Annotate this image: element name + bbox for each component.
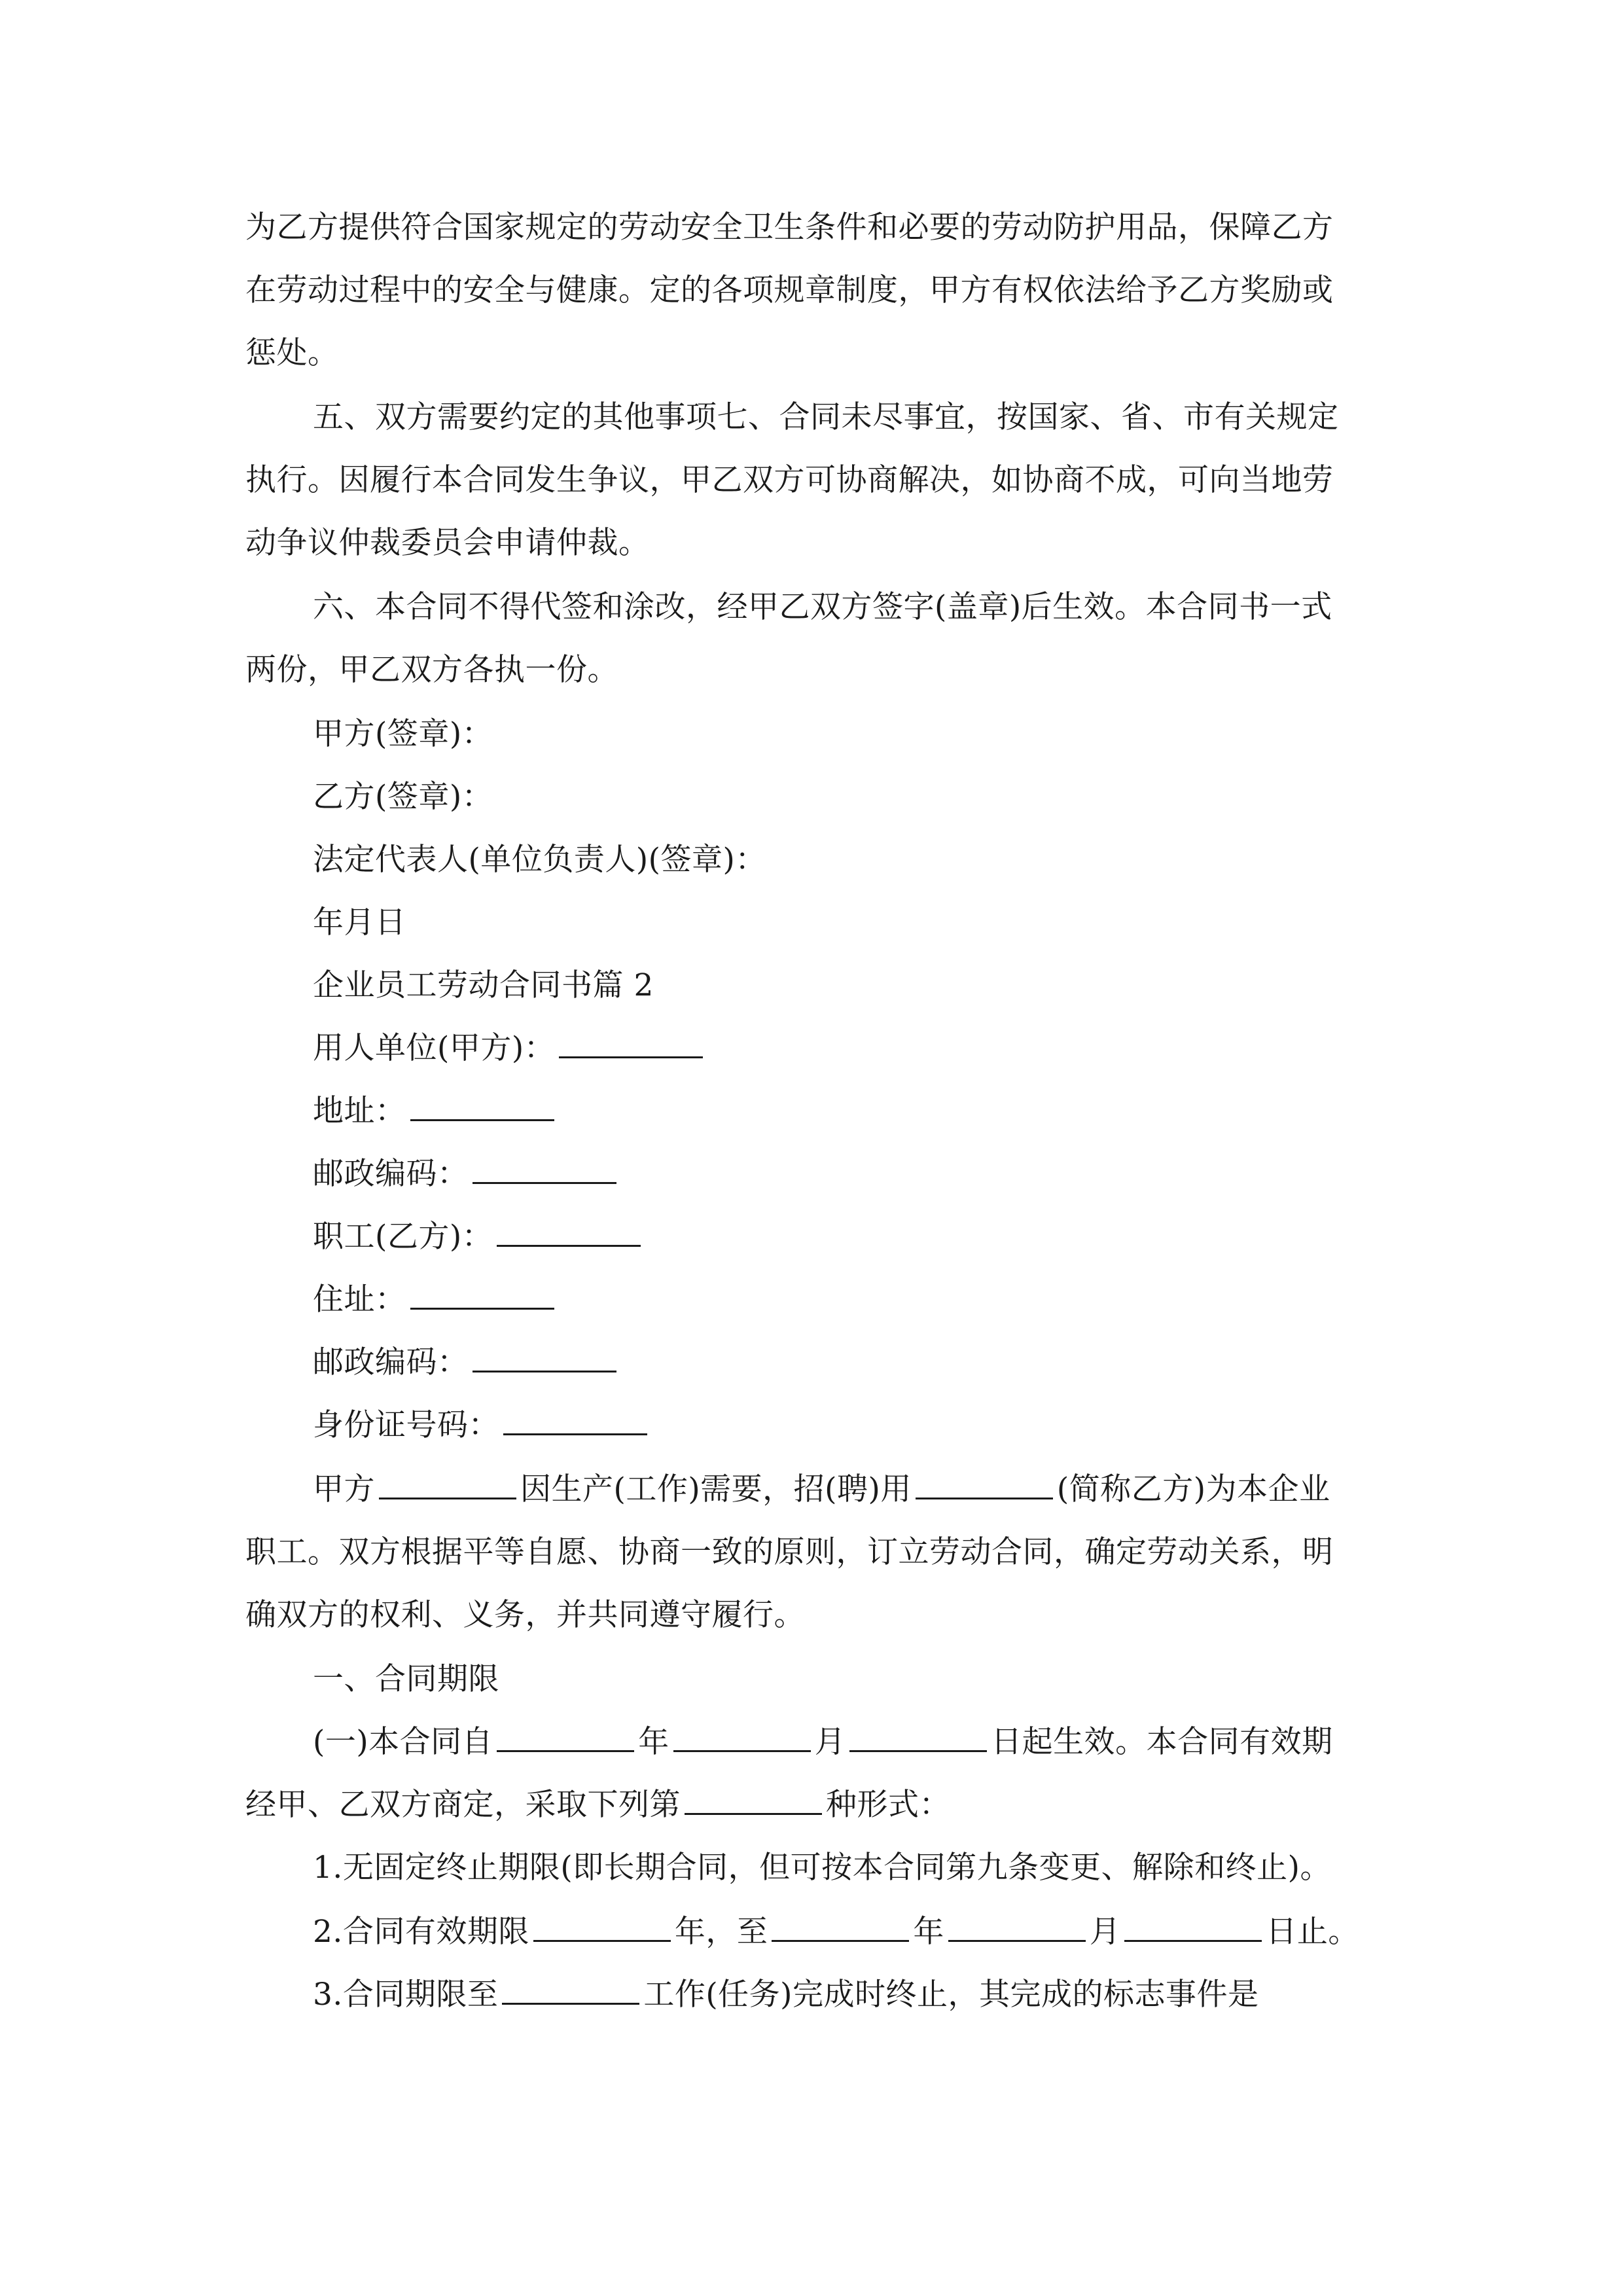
term-text: 种形式： <box>826 1787 950 1823</box>
postcode-blank <box>473 1157 616 1184</box>
blank-line <box>772 1915 909 1942</box>
postcode-field <box>313 1155 620 1194</box>
residence-label: 住址： <box>313 1282 406 1318</box>
blank-line <box>916 1473 1053 1499</box>
term-text: (一)本合同自 <box>313 1724 493 1760</box>
employer-field <box>313 1029 707 1068</box>
term-text: 年 <box>913 1914 944 1950</box>
intro-text: (简称乙方)为本企业 <box>1056 1471 1330 1507</box>
term-text: 月 <box>1089 1914 1121 1950</box>
term-text: 年 <box>638 1724 669 1760</box>
term-text: 月 <box>814 1724 846 1760</box>
residence-blank <box>410 1283 554 1310</box>
id-number-blank <box>503 1408 647 1435</box>
intro-text: 甲方 <box>313 1471 375 1507</box>
section-title: 企业员工劳动合同书篇 2 <box>313 967 654 1003</box>
paragraph-line: 六、本合同不得代签和涂改，经甲乙双方签字(盖章)后生效。本合同书一式 <box>313 589 1332 625</box>
term-text: 经甲、乙双方商定，采取下列第 <box>245 1787 681 1823</box>
paragraph-line: 执行。因履行本合同发生争议，甲乙双方可协商解决，如协商不成，可向当地劳 <box>245 462 1334 498</box>
employer-label: 用人单位(甲方)： <box>313 1030 556 1066</box>
address-blank <box>410 1094 554 1121</box>
party-a-signature-label: 甲方(签章)： <box>313 716 493 752</box>
address-label: 地址： <box>313 1093 406 1129</box>
term-heading: 一、合同期限 <box>313 1661 499 1697</box>
term-item-3 <box>313 1975 1259 2015</box>
term-line <box>313 1723 1333 1762</box>
postcode-field <box>313 1343 620 1382</box>
employer-blank <box>559 1031 703 1058</box>
party-b-signature-label: 乙方(签章)： <box>313 779 493 815</box>
intro-line <box>313 1470 1330 1509</box>
blank-line <box>849 1725 987 1752</box>
term-text: 日止。 <box>1266 1914 1359 1950</box>
employee-label: 职工(乙方)： <box>313 1219 493 1255</box>
blank-line <box>948 1915 1086 1942</box>
term-item-1: 1.无固定终止期限(即长期合同，但可按本合同第九条变更、解除和终止)。 <box>313 1850 1332 1886</box>
blank-line <box>673 1725 811 1752</box>
employee-blank <box>497 1220 641 1247</box>
term-text: 3.合同期限至 <box>313 1977 499 2013</box>
address-field <box>313 1092 558 1131</box>
blank-line <box>502 1978 639 2005</box>
residence-field <box>313 1280 558 1319</box>
term-text: 工作(任务)完成时终止，其完成的标志事件是 <box>643 1977 1259 2013</box>
postcode-blank <box>473 1346 616 1372</box>
term-text: 日起生效。本合同有效期 <box>991 1724 1333 1760</box>
postcode-label: 邮政编码： <box>313 1156 469 1192</box>
term-item-2 <box>313 1912 1359 1952</box>
date-line: 年月日 <box>313 905 406 941</box>
blank-line <box>379 1473 516 1499</box>
term-text: 年，至 <box>674 1914 768 1950</box>
intro-line: 确双方的权利、义务，并共同遵守履行。 <box>245 1597 805 1633</box>
paragraph-line: 两份，甲乙双方各执一份。 <box>245 652 618 688</box>
blank-line <box>685 1788 822 1815</box>
employee-field <box>313 1217 645 1257</box>
blank-line <box>1124 1915 1262 1942</box>
term-text: 2.合同有效期限 <box>313 1914 529 1950</box>
intro-line: 职工。双方根据平等自愿、协商一致的原则，订立劳动合同，确定劳动关系，明 <box>245 1534 1334 1570</box>
paragraph-line: 在劳动过程中的安全与健康。定的各项规章制度，甲方有权依法给予乙方奖励或 <box>245 272 1334 308</box>
id-number-label: 身份证号码： <box>313 1407 499 1443</box>
postcode-label: 邮政编码： <box>313 1344 469 1380</box>
id-number-field <box>313 1406 651 1445</box>
blank-line <box>533 1915 671 1942</box>
paragraph-line: 五、双方需要约定的其他事项七、合同未尽事宜，按国家、省、市有关规定 <box>313 399 1339 435</box>
term-line <box>245 1785 950 1825</box>
paragraph-line: 动争议仲裁委员会申请仲裁。 <box>245 525 650 561</box>
paragraph-line: 为乙方提供符合国家规定的劳动安全卫生条件和必要的劳动防护用品，保障乙方 <box>245 209 1334 245</box>
intro-text: 因生产(工作)需要，招(聘)用 <box>520 1471 912 1507</box>
paragraph-line: 惩处。 <box>245 335 339 371</box>
blank-line <box>497 1725 634 1752</box>
legal-rep-signature-label: 法定代表人(单位负责人)(签章)： <box>313 842 766 878</box>
